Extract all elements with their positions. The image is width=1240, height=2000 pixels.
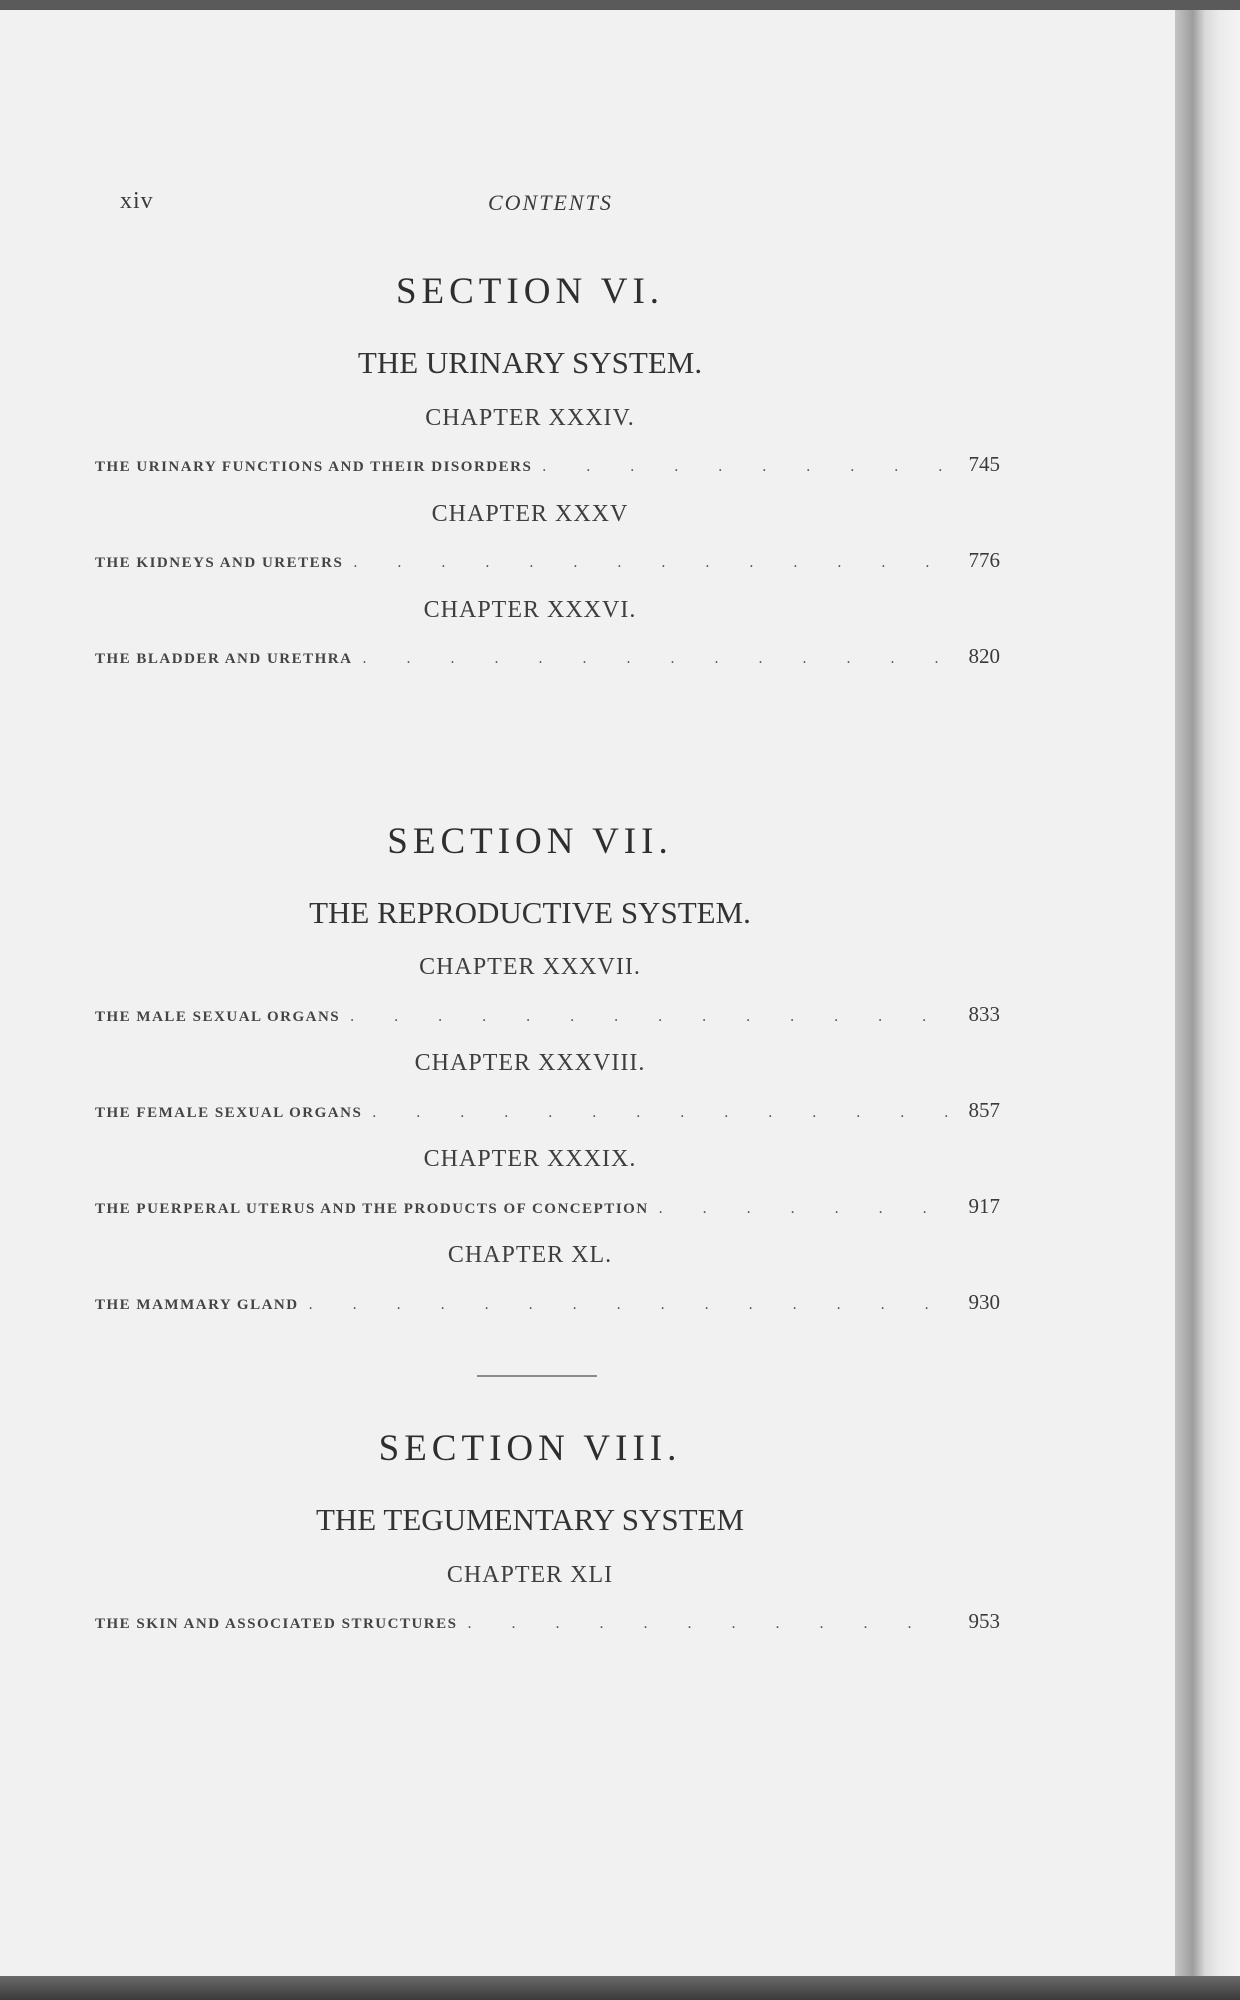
toc-entry-page: 776 [968, 548, 1000, 573]
section-viii [95, 1427, 1005, 1635]
toc-entry-page: 953 [968, 1609, 1000, 1634]
toc-entry-title: THE BLADDER AND URETHRA [95, 651, 353, 668]
chapter-heading: CHAPTER XXXVII. [419, 954, 641, 981]
scan-bottom-border [0, 1976, 1240, 2000]
leader-dots [362, 649, 952, 668]
toc-entry[interactable] [95, 644, 1005, 669]
toc-entry-page: 930 [968, 1289, 1000, 1314]
section-spacer [95, 670, 1005, 790]
toc-entry-title: THE SKIN AND ASSOCIATED STRUCTURES [95, 1616, 458, 1633]
chapter-heading: CHAPTER XXXV [431, 500, 629, 527]
toc-entry-title: THE URINARY FUNCTIONS AND THEIR DISORDERS [95, 459, 533, 476]
page-number: xiv [120, 188, 154, 214]
chapter-heading: CHAPTER XXXIX. [423, 1146, 637, 1173]
section-title: THE URINARY SYSTEM. [357, 345, 703, 381]
toc-entry-title: THE KIDNEYS AND URETERS [95, 555, 344, 572]
toc-entry[interactable] [95, 452, 1005, 477]
chapter-heading: CHAPTER XXXVI. [423, 596, 637, 623]
toc-entry-page: 917 [968, 1193, 1000, 1218]
section-heading: SECTION VIII. [378, 1428, 682, 1470]
page-edge-shadow [1175, 10, 1240, 2000]
chapter-heading: CHAPTER XXXVIII. [414, 1050, 646, 1077]
leader-dots [350, 1007, 952, 1026]
toc-entry-title: THE FEMALE SEXUAL ORGANS [95, 1104, 363, 1121]
contents-body [95, 240, 1005, 1635]
section-vi [95, 270, 1005, 670]
chapter-heading: CHAPTER XXXIV. [425, 404, 635, 431]
toc-entry[interactable] [95, 1609, 1005, 1634]
chapter-heading: CHAPTER XLI [446, 1561, 614, 1588]
leader-dots [659, 1199, 952, 1218]
toc-entry-page: 745 [968, 452, 1000, 477]
toc-entry[interactable] [95, 1290, 1005, 1315]
leader-dots [372, 1103, 952, 1122]
leader-dots [542, 457, 952, 476]
toc-entry-page: 857 [968, 1097, 1000, 1122]
leader-dots [309, 1295, 952, 1314]
section-vii [95, 820, 1005, 1316]
toc-entry-title: THE MALE SEXUAL ORGANS [95, 1008, 341, 1025]
running-title: CONTENTS [488, 190, 613, 215]
leader-dots [467, 1614, 952, 1633]
book-page [0, 10, 1175, 1976]
section-heading: SECTION VII. [387, 820, 673, 862]
section-divider-rule [477, 1375, 597, 1377]
toc-entry[interactable] [95, 548, 1005, 573]
toc-entry-title: THE MAMMARY GLAND [95, 1296, 299, 1313]
toc-entry-title: THE PUERPERAL UTERUS AND THE PRODUCTS OF CONCEPTION [95, 1200, 649, 1217]
section-heading: SECTION VI. [395, 271, 665, 312]
chapter-heading: CHAPTER XL. [447, 1242, 613, 1269]
toc-entry-page: 820 [968, 644, 1000, 669]
toc-entry[interactable] [95, 1098, 1005, 1123]
leader-dots [353, 553, 952, 572]
section-title: THE TEGUMENTARY SYSTEM [315, 1502, 745, 1538]
toc-entry[interactable] [95, 1002, 1005, 1027]
toc-entry[interactable] [95, 1194, 1005, 1219]
toc-entry-page: 833 [968, 1001, 1000, 1026]
section-title: THE REPRODUCTIVE SYSTEM. [309, 894, 751, 930]
